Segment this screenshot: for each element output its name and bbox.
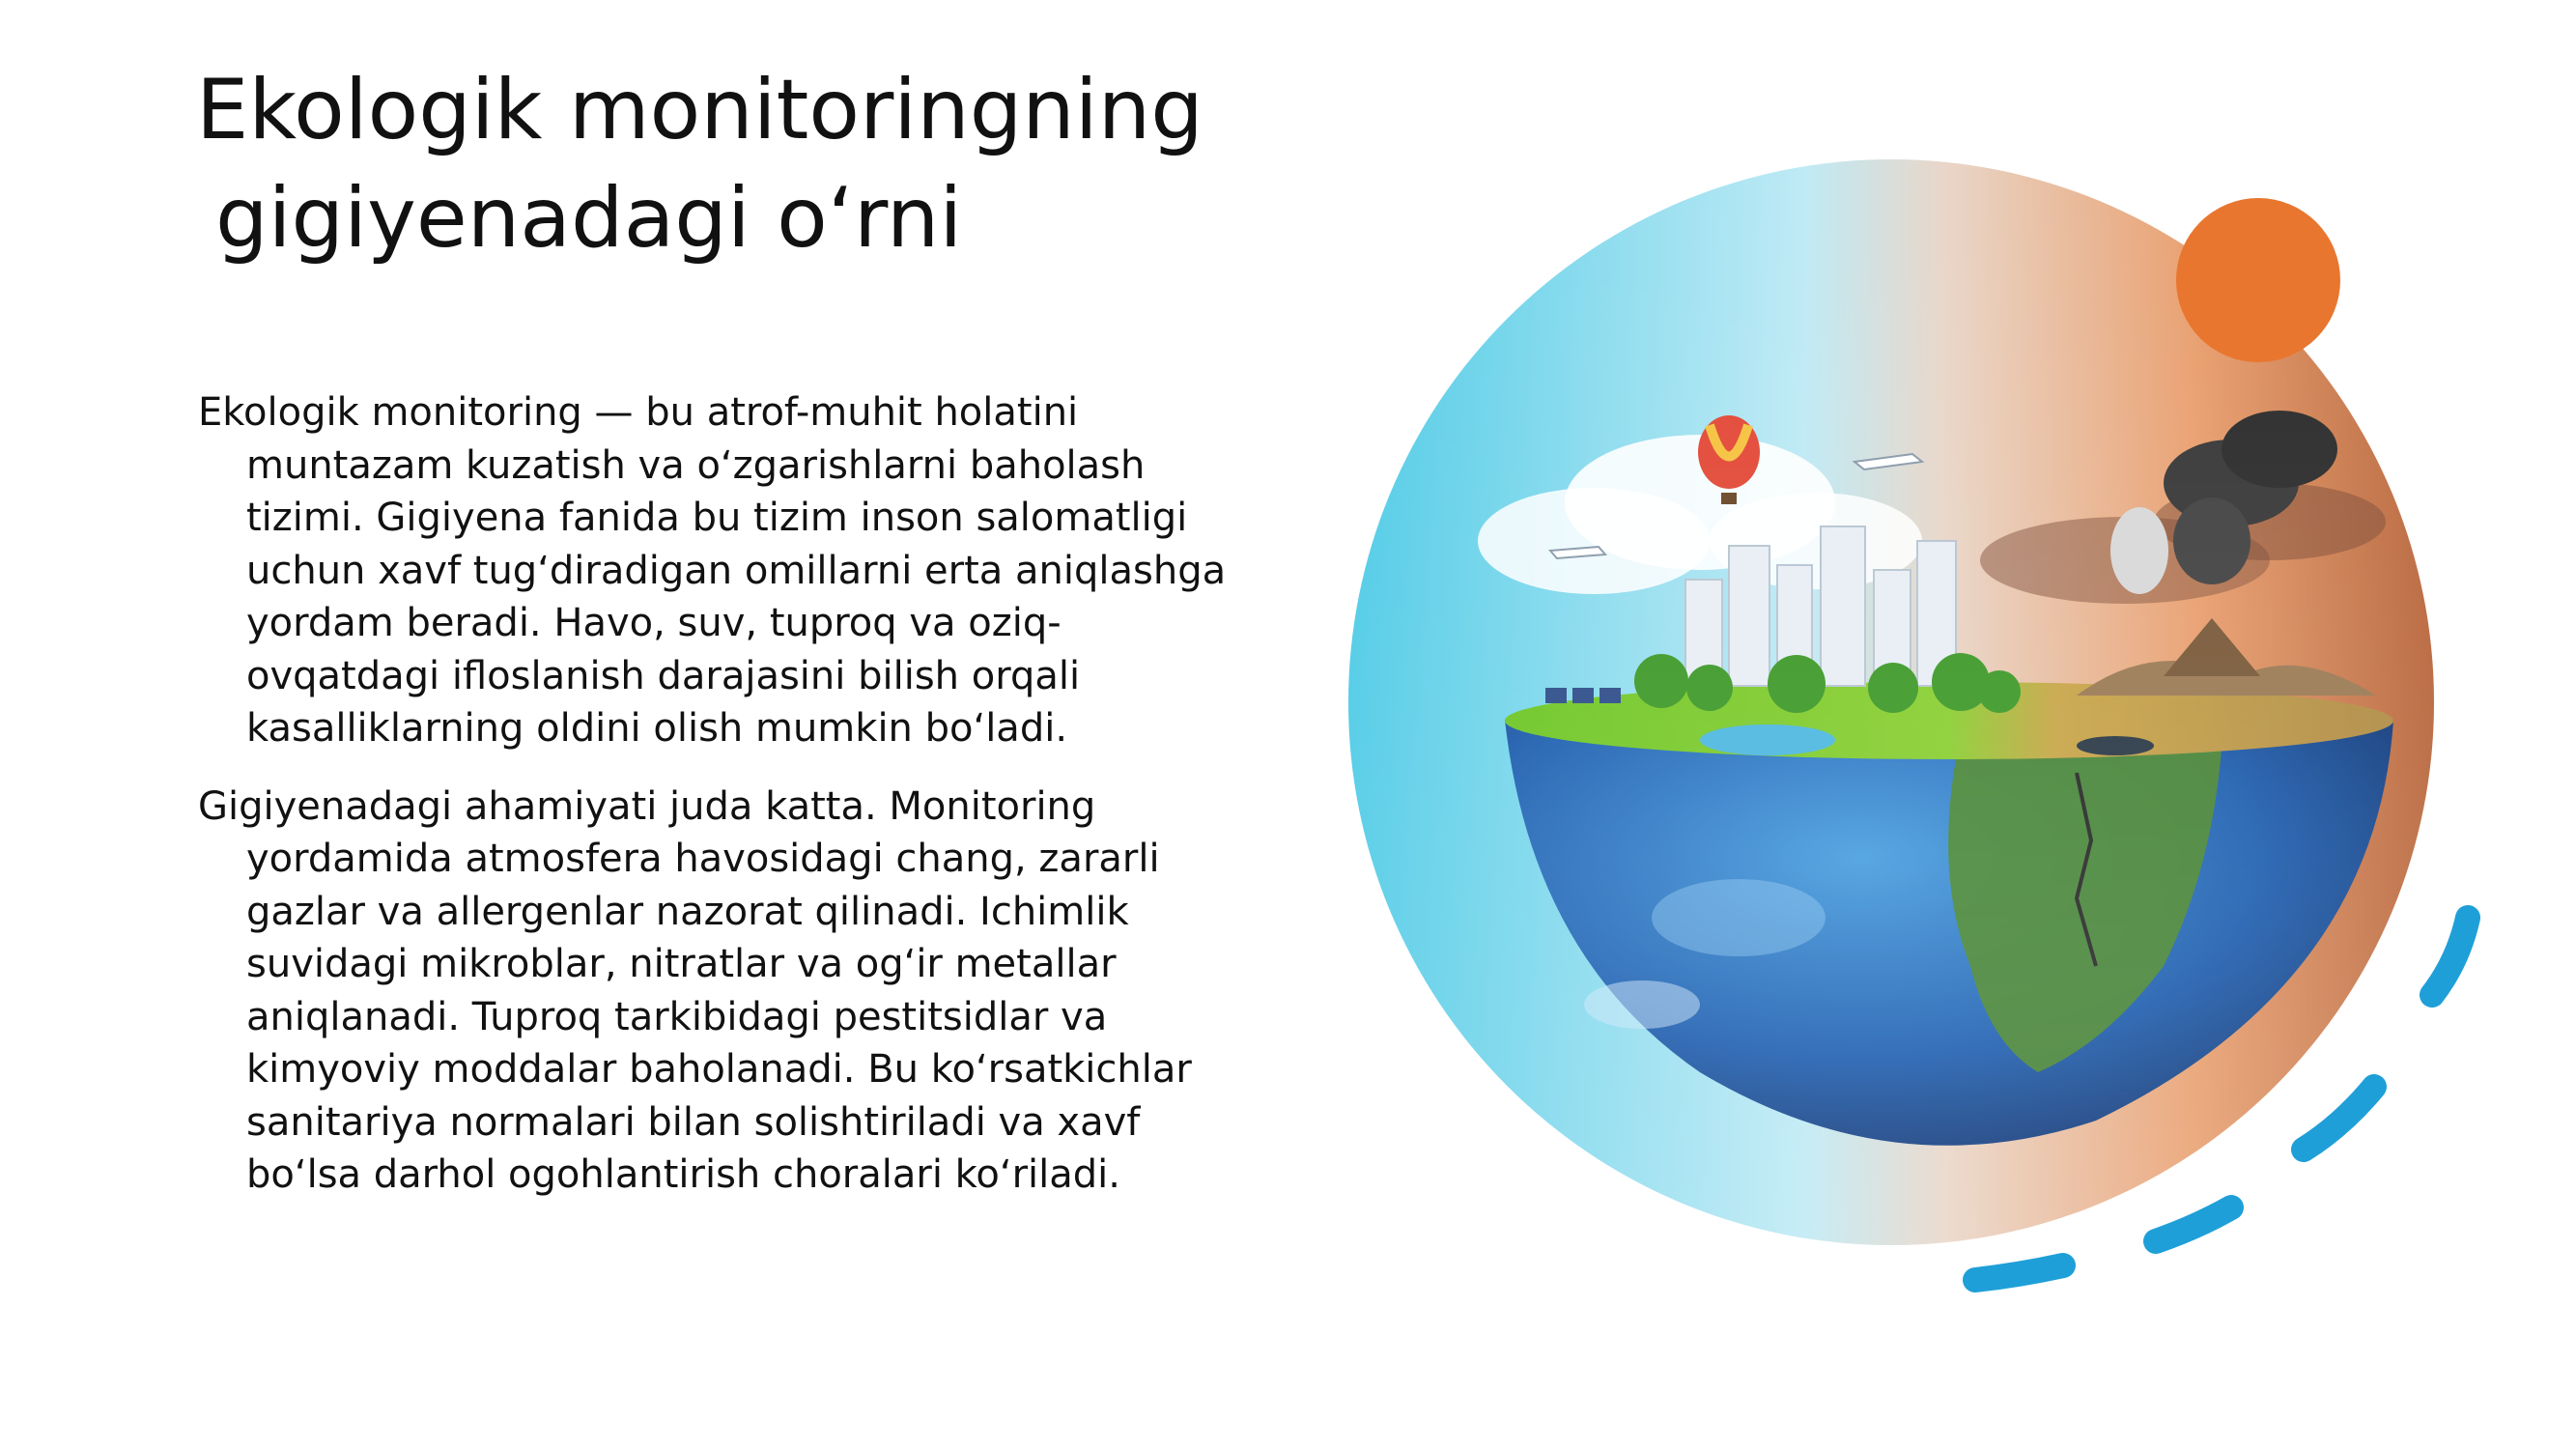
globe-illustration bbox=[1348, 159, 2434, 1245]
text-line: uchun xavf tug‘diradigan omillarni erta aniqlashga bbox=[246, 548, 1227, 593]
title-line-2: gigiyenadagi o‘rni bbox=[215, 170, 963, 267]
orange-accent-circle bbox=[2176, 198, 2340, 362]
body-text bbox=[198, 386, 1299, 1227]
text-line: kasalliklarning oldini olish mumkin bo‘ladi. bbox=[246, 706, 1068, 751]
text-line: bo‘lsa darhol ogohlantirish choralari ko‘riladi. bbox=[246, 1152, 1120, 1197]
text-line: tizimi. Gigiyena fanida bu tizim inson salomatligi bbox=[246, 496, 1188, 540]
paragraph-1 bbox=[198, 386, 1299, 755]
text-line: aniqlanadi. Tuproq tarkibidagi pestitsidlar va bbox=[246, 994, 1108, 1039]
text-line: yordam beradi. Havo, suv, tuproq va oziq- bbox=[246, 601, 1062, 645]
text-line: muntazam kuzatish va o‘zgarishlarni baholash bbox=[246, 442, 1146, 488]
text-line: sanitariya normalari bilan solishtiriladi va xavf bbox=[246, 1099, 1141, 1145]
blue-dashed-arc bbox=[1975, 918, 2468, 1280]
text-line: Ekologik monitoring — bu atrof-muhit holatini bbox=[198, 390, 1079, 435]
title-line-1: Ekologik monitoringning bbox=[196, 62, 1203, 158]
slide-title bbox=[196, 56, 1452, 272]
text-line: ovqatdagi ifloslanish darajasini bilish orqali bbox=[246, 653, 1081, 698]
hot-air-balloon-icon bbox=[1698, 415, 1760, 504]
paragraph-2 bbox=[198, 781, 1299, 1202]
text-line: Gigiyenadagi ahamiyati juda katta. Monitoring bbox=[198, 783, 1096, 829]
text-line: gazlar va allergenlar nazorat qilinadi. Ichimlik bbox=[246, 889, 1129, 934]
text-line: kimyoviy moddalar baholanadi. Bu ko‘rsatkichlar bbox=[246, 1047, 1192, 1092]
text-line: yordamida atmosfera havosidagi chang, zararli bbox=[246, 837, 1160, 881]
text-line: suvidagi mikroblar, nitratlar va og‘ir metallar bbox=[246, 942, 1117, 986]
